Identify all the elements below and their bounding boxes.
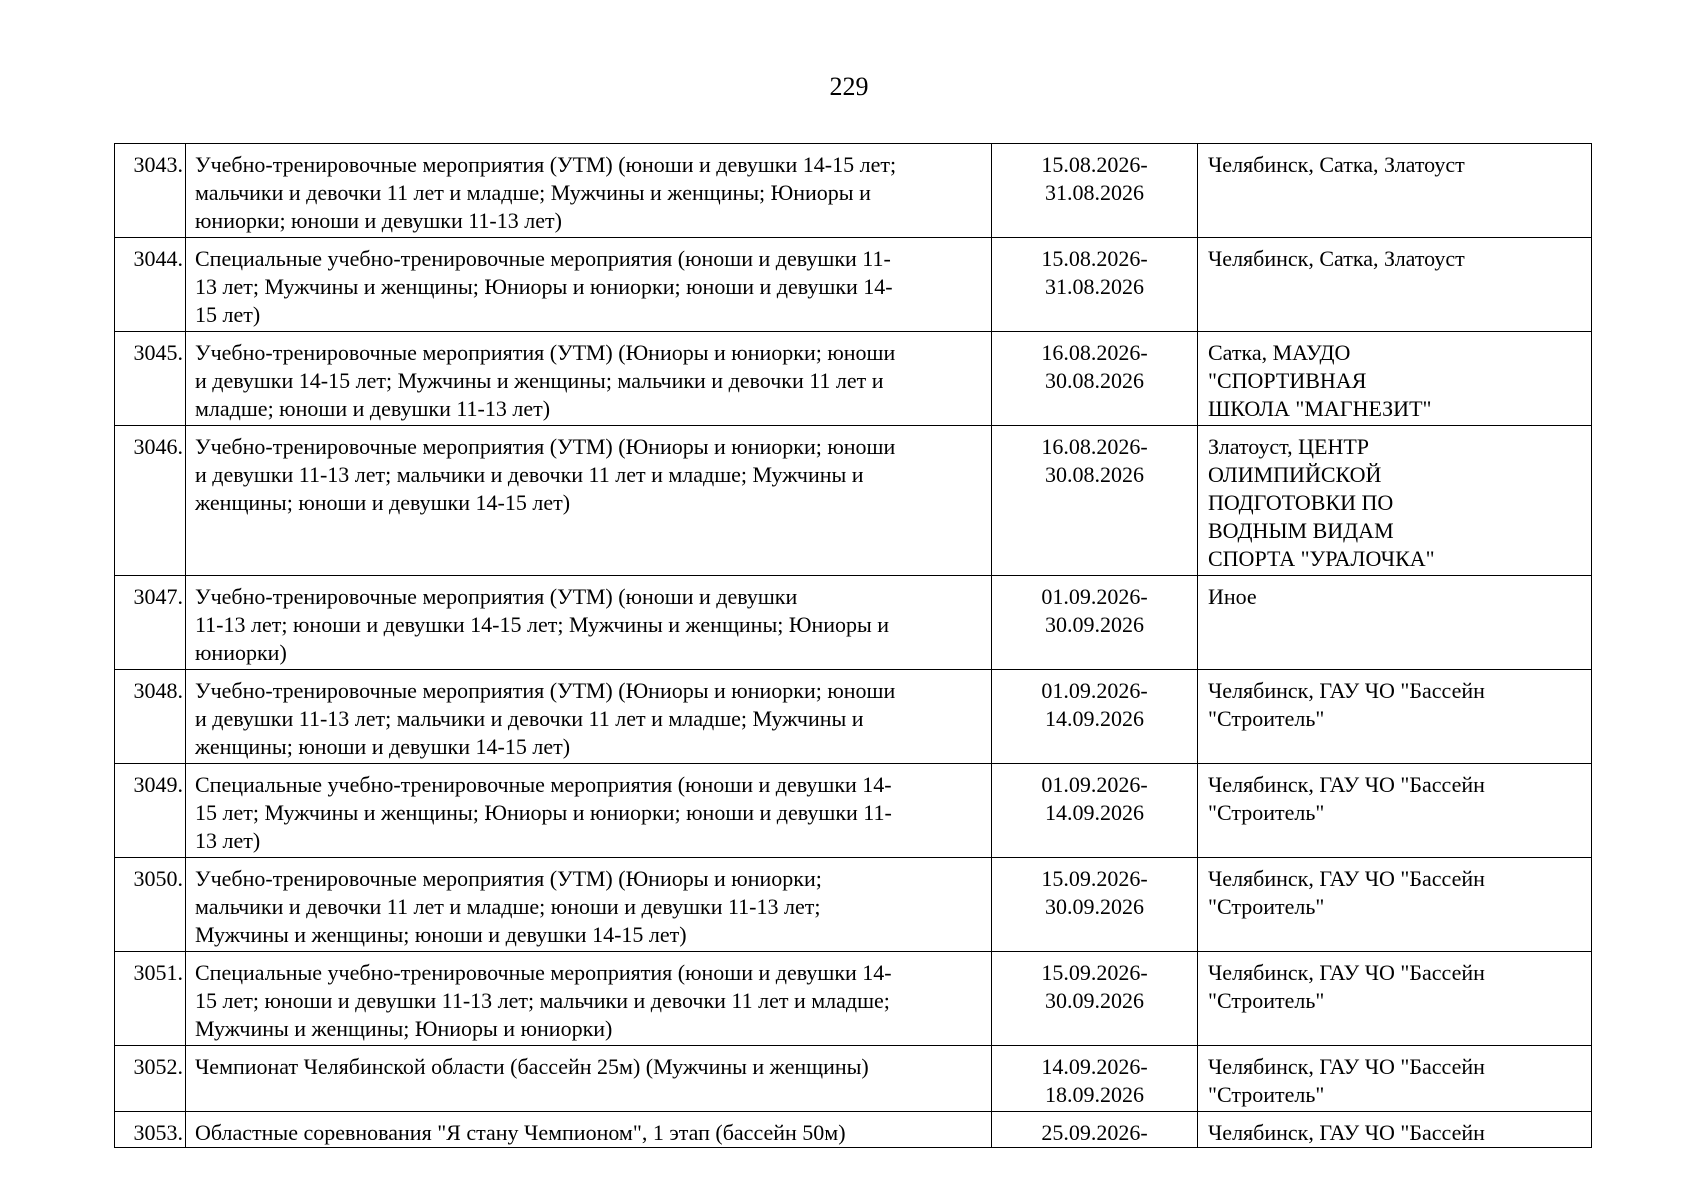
event-location-cell <box>1198 238 1592 332</box>
event-name-cell <box>186 1046 992 1112</box>
event-name-cell <box>186 238 992 332</box>
event-name-line: Мужчины и женщины; Юниоры и юниорки) <box>195 1016 613 1041</box>
table-row <box>115 426 1592 576</box>
event-name-line: 11-13 лет; юноши и девушки 14-15 лет; Мужчины и женщины; Юниоры и <box>195 612 890 637</box>
event-name-line: 13 лет; Мужчины и женщины; Юниоры и юниорки; юноши и девушки 14- <box>195 274 893 299</box>
event-name-cell <box>186 144 992 238</box>
event-dates-line: 31.08.2026 <box>1045 274 1144 299</box>
event-name-cell <box>186 1112 992 1148</box>
event-location-line: СПОРТА "УРАЛОЧКА" <box>1208 546 1435 571</box>
event-name-line: юниорки) <box>195 640 287 665</box>
event-dates-line: 31.08.2026 <box>1045 180 1144 205</box>
event-name-line: Чемпионат Челябинской области (бассейн 25м) (Мужчины и женщины) <box>195 1054 869 1079</box>
event-location-cell <box>1198 332 1592 426</box>
event-location-line: ВОДНЫМ ВИДАМ <box>1208 518 1394 543</box>
event-name-line: женщины; юноши и девушки 14-15 лет) <box>195 734 571 759</box>
event-location-cell <box>1198 858 1592 952</box>
event-dates-line: 25.09.2026- <box>1041 1120 1148 1145</box>
event-name-line: Специальные учебно-тренировочные мероприятия (юноши и девушки 14- <box>195 960 892 985</box>
event-dates-line: 01.09.2026- <box>1041 584 1148 609</box>
event-name-line: Специальные учебно-тренировочные мероприятия (юноши и девушки 14- <box>195 772 892 797</box>
table-row <box>115 858 1592 952</box>
event-number-cell: 3045. <box>115 332 186 426</box>
event-location-line: Челябинск, ГАУ ЧО "Бассейн <box>1208 960 1485 985</box>
event-number-cell: 3048. <box>115 670 186 764</box>
event-dates-line: 01.09.2026- <box>1041 772 1148 797</box>
event-number-cell: 3050. <box>115 858 186 952</box>
table-row <box>115 144 1592 238</box>
event-name-line: и девушки 11-13 лет; мальчики и девочки 11 лет и младше; Мужчины и <box>195 706 864 731</box>
table-row <box>115 576 1592 670</box>
event-location-cell <box>1198 670 1592 764</box>
table-row <box>115 952 1592 1046</box>
event-name-line: юниорки; юноши и девушки 11-13 лет) <box>195 208 562 233</box>
event-location-cell <box>1198 764 1592 858</box>
event-location-line: Сатка, МАУДО <box>1208 340 1351 365</box>
event-location-line: Челябинск, ГАУ ЧО "Бассейн <box>1208 1054 1485 1079</box>
event-location-cell <box>1198 1112 1592 1148</box>
event-location-line: "Строитель" <box>1208 1082 1325 1107</box>
event-location-line: Челябинск, ГАУ ЧО "Бассейн <box>1208 772 1485 797</box>
event-name-line: Учебно-тренировочные мероприятия (УТМ) (Юниоры и юниорки; юноши <box>195 340 896 365</box>
event-location-cell <box>1198 144 1592 238</box>
event-location-line: Златоуст, ЦЕНТР <box>1208 434 1370 459</box>
event-dates-cell <box>992 576 1198 670</box>
event-dates-line: 30.09.2026 <box>1045 988 1144 1013</box>
table-row <box>115 764 1592 858</box>
event-name-line: Учебно-тренировочные мероприятия (УТМ) (юноши и девушки <box>195 584 798 609</box>
event-location-line: Челябинск, Сатка, Златоуст <box>1208 152 1465 177</box>
event-location-line: ШКОЛА "МАГНЕЗИТ" <box>1208 396 1432 421</box>
event-name-line: Учебно-тренировочные мероприятия (УТМ) (Юниоры и юниорки; <box>195 866 822 891</box>
event-location-cell <box>1198 1046 1592 1112</box>
event-number-cell: 3049. <box>115 764 186 858</box>
event-location-cell <box>1198 952 1592 1046</box>
event-name-cell <box>186 764 992 858</box>
events-table-body <box>115 144 1592 1148</box>
event-location-line: "СПОРТИВНАЯ <box>1208 368 1367 393</box>
event-dates-line: 01.09.2026- <box>1041 678 1148 703</box>
event-dates-line: 30.09.2026 <box>1045 612 1144 637</box>
event-dates-line: 14.09.2026- <box>1041 1054 1148 1079</box>
event-dates-cell <box>992 144 1198 238</box>
event-dates-line: 18.09.2026 <box>1045 1082 1144 1107</box>
table-row <box>115 238 1592 332</box>
table-row <box>115 332 1592 426</box>
event-location-line: "Строитель" <box>1208 706 1325 731</box>
event-name-line: Учебно-тренировочные мероприятия (УТМ) (Юниоры и юниорки; юноши <box>195 434 896 459</box>
event-dates-line: 15.08.2026- <box>1041 246 1148 271</box>
event-name-cell <box>186 426 992 576</box>
event-name-line: 15 лет) <box>195 302 261 327</box>
page-number: 229 <box>829 72 869 101</box>
event-name-line: и девушки 14-15 лет; Мужчины и женщины; мальчики и девочки 11 лет и <box>195 368 884 393</box>
event-dates-line: 15.09.2026- <box>1041 866 1148 891</box>
event-dates-line: 15.09.2026- <box>1041 960 1148 985</box>
event-dates-cell <box>992 332 1198 426</box>
event-number-cell: 3053. <box>115 1112 186 1148</box>
event-number-cell: 3043. <box>115 144 186 238</box>
event-location-line: ПОДГОТОВКИ ПО <box>1208 490 1394 515</box>
event-location-line: Челябинск, Сатка, Златоуст <box>1208 246 1465 271</box>
event-dates-cell <box>992 952 1198 1046</box>
event-dates-line: 30.08.2026 <box>1045 462 1144 487</box>
event-dates-line: 16.08.2026- <box>1041 434 1148 459</box>
event-dates-line: 14.09.2026 <box>1045 706 1144 731</box>
event-dates-line: 30.08.2026 <box>1045 368 1144 393</box>
event-location-line: "Строитель" <box>1208 894 1325 919</box>
event-number-cell: 3047. <box>115 576 186 670</box>
event-dates-line: 16.08.2026- <box>1041 340 1148 365</box>
event-name-line: 15 лет; юноши и девушки 11-13 лет; мальчики и девочки 11 лет и младше; <box>195 988 890 1013</box>
event-number-cell: 3051. <box>115 952 186 1046</box>
event-location-line: Челябинск, ГАУ ЧО "Бассейн <box>1208 678 1485 703</box>
event-name-cell <box>186 332 992 426</box>
event-name-line: мальчики и девочки 11 лет и младше; юноши и девушки 11-13 лет; <box>195 894 821 919</box>
event-dates-line: 15.08.2026- <box>1041 152 1148 177</box>
event-name-line: женщины; юноши и девушки 14-15 лет) <box>195 490 571 515</box>
event-location-line: "Строитель" <box>1208 988 1325 1013</box>
event-name-line: Учебно-тренировочные мероприятия (УТМ) (юноши и девушки 14-15 лет; <box>195 152 897 177</box>
event-name-line: 13 лет) <box>195 828 261 853</box>
event-location-line: "Строитель" <box>1208 800 1325 825</box>
event-dates-cell <box>992 426 1198 576</box>
event-dates-cell <box>992 670 1198 764</box>
event-dates-cell <box>992 858 1198 952</box>
event-name-line: и девушки 11-13 лет; мальчики и девочки 11 лет и младше; Мужчины и <box>195 462 864 487</box>
event-name-line: Областные соревнования "Я стану Чемпионом", 1 этап (бассейн 50м) <box>195 1120 846 1145</box>
event-dates-cell <box>992 1046 1198 1112</box>
event-name-cell <box>186 670 992 764</box>
event-name-line: Мужчины и женщины; юноши и девушки 14-15 лет) <box>195 922 687 947</box>
event-dates-line: 14.09.2026 <box>1045 800 1144 825</box>
event-name-cell <box>186 952 992 1046</box>
events-table <box>114 143 1592 1148</box>
event-dates-line: 30.09.2026 <box>1045 894 1144 919</box>
event-name-line: младше; юноши и девушки 11-13 лет) <box>195 396 551 421</box>
event-name-line: мальчики и девочки 11 лет и младше; Мужчины и женщины; Юниоры и <box>195 180 871 205</box>
event-name-cell <box>186 576 992 670</box>
event-location-line: ОЛИМПИЙСКОЙ <box>1208 462 1382 487</box>
event-location-line: Челябинск, ГАУ ЧО "Бассейн <box>1208 866 1485 891</box>
table-row <box>115 1046 1592 1112</box>
event-number-cell: 3052. <box>115 1046 186 1112</box>
event-name-line: Специальные учебно-тренировочные мероприятия (юноши и девушки 11- <box>195 246 891 271</box>
event-number-cell: 3044. <box>115 238 186 332</box>
event-location-line: Иное <box>1208 584 1257 609</box>
table-row <box>115 1112 1592 1148</box>
event-dates-cell <box>992 1112 1198 1148</box>
event-number-cell: 3046. <box>115 426 186 576</box>
event-name-cell <box>186 858 992 952</box>
event-name-line: 15 лет; Мужчины и женщины; Юниоры и юниорки; юноши и девушки 11- <box>195 800 892 825</box>
event-location-cell <box>1198 576 1592 670</box>
event-dates-cell <box>992 238 1198 332</box>
table-row <box>115 670 1592 764</box>
event-location-line: Челябинск, ГАУ ЧО "Бассейн <box>1208 1120 1485 1145</box>
event-location-cell <box>1198 426 1592 576</box>
event-dates-cell <box>992 764 1198 858</box>
event-name-line: Учебно-тренировочные мероприятия (УТМ) (Юниоры и юниорки; юноши <box>195 678 896 703</box>
